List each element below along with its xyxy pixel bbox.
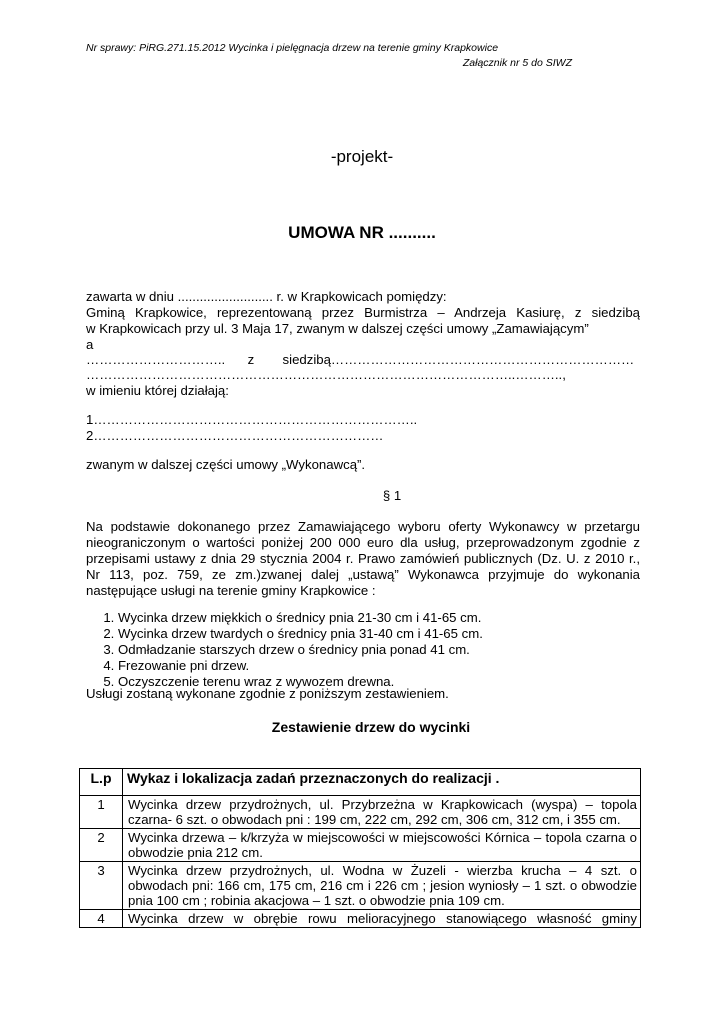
column-header-lp: L.p bbox=[80, 769, 123, 796]
attachment-header: Załącznik nr 5 do SIWZ bbox=[462, 57, 572, 69]
row-number: 3 bbox=[80, 862, 123, 910]
row-description: Wycinka drzewa – k/krzyża w miejscowości w miejscowości Kórnica – topola czarna o obwodzie pnia 212 cm. bbox=[123, 829, 641, 862]
signatory-1: 1……………………………………………………………….. bbox=[86, 412, 418, 427]
intro-line-date: zawarta w dniu .......................... r. w Krapkowicach pomiędzy: bbox=[86, 289, 447, 304]
contractor-name-dots: ………………………….. bbox=[86, 352, 226, 367]
list-item: 2. Wycinka drzew twardych o średnicy pnia 31-40 cm i 41-65 cm. bbox=[118, 626, 638, 642]
section-title: Zestawienie drzew do wycinki bbox=[271, 719, 471, 735]
table-row bbox=[80, 829, 641, 862]
contract-title: UMOWA NR .......... bbox=[288, 223, 436, 242]
intro-line-dots: ……………………………………………………………………………………..……….., bbox=[86, 367, 566, 382]
column-header-description: Wykaz i lokalizacja zadań przeznaczonych do realizacji . bbox=[123, 769, 641, 796]
intro-line-address: w Krapkowicach przy ul. 3 Maja 17, zwanym w dalszej części umowy „Zamawiającym” bbox=[86, 321, 589, 336]
paragraph-mark: § 1 bbox=[382, 488, 402, 503]
table-row bbox=[80, 796, 641, 829]
intro-line-contractor bbox=[86, 352, 640, 368]
intro-line-party: Gminą Krapkowice, reprezentowaną przez Burmistrza – Andrzeja Kasiurę, z siedzibą bbox=[86, 305, 640, 320]
list-item: 1. Wycinka drzew miękkich o średnicy pnia 21-30 cm i 41-65 cm. bbox=[118, 610, 638, 626]
table-row bbox=[80, 862, 641, 910]
list-item: 3. Odmładzanie starszych drzew o średnicy pnia ponad 41 cm. bbox=[118, 642, 638, 658]
contractor-definition: zwanym w dalszej części umowy „Wykonawcą”. bbox=[86, 457, 366, 472]
projekt-label: -projekt- bbox=[330, 147, 394, 166]
row-number: 2 bbox=[80, 829, 123, 862]
row-description: Wycinka drzew w obrębie rowu melioracyjnego stanowiącego własność gminy bbox=[123, 910, 641, 928]
services-footer: Usługi zostaną wykonane zgodnie z poniższym zestawieniem. bbox=[86, 686, 449, 701]
services-list bbox=[86, 610, 638, 690]
contractor-seat: siedzibą…………………………………………………………… bbox=[282, 352, 635, 367]
table-header-row bbox=[80, 769, 641, 796]
intro-line-represented: w imieniu której działają: bbox=[86, 383, 229, 398]
case-number-header: Nr sprawy: PiRG.271.15.2012 Wycinka i pielęgnacja drzew na terenie gminy Krapkowice bbox=[86, 42, 499, 54]
paragraph-1-text: Na podstawie dokonanego przez Zamawiającego wyboru oferty Wykonawcy w przetargu nieograniczonym o wartości poniżej 200 000 euro dla usług, przeprowadzonym zgodnie z przepisami ustawy z dnia 29 stycznia 2004 r. Prawo zamówień publicznych (Dz. U. z 2010 r., Nr 113, poz. 759, ze zm.)zwanej dalej „ustawą” Wykonawca przyjmuje do wykonania następujące usługi na terenie gminy Krapkowice : bbox=[86, 519, 640, 598]
trees-table bbox=[79, 768, 641, 928]
row-description: Wycinka drzew przydrożnych, ul. Przybrzeżna w Krapkowicach (wyspa) – topola czarna- 6 szt. o obwodach pni : 199 cm, 222 cm, 292 cm, 306 cm, 312 cm, i 355 cm. bbox=[123, 796, 641, 829]
signatory-2: 2………………………………………………………… bbox=[86, 428, 384, 443]
list-item: 5. Oczyszczenie terenu wraz z wywozem drewna. bbox=[118, 674, 638, 690]
row-number: 1 bbox=[80, 796, 123, 829]
list-item: 4. Frezowanie pni drzew. bbox=[118, 658, 638, 674]
intro-line-and: a bbox=[86, 337, 94, 352]
row-number: 4 bbox=[80, 910, 123, 928]
table-row bbox=[80, 910, 641, 928]
row-description: Wycinka drzew przydrożnych, ul. Wodna w Żuzeli - wierzba krucha – 4 szt. o obwodach pni: 166 cm, 175 cm, 216 cm i 226 cm ; jesion wyniosły – 1 szt. o obwodzie pnia 100 cm ; robinia akacjowa – 1 szt. o obwodzie pnia 109 cm. bbox=[123, 862, 641, 910]
contractor-z: z bbox=[247, 352, 255, 367]
